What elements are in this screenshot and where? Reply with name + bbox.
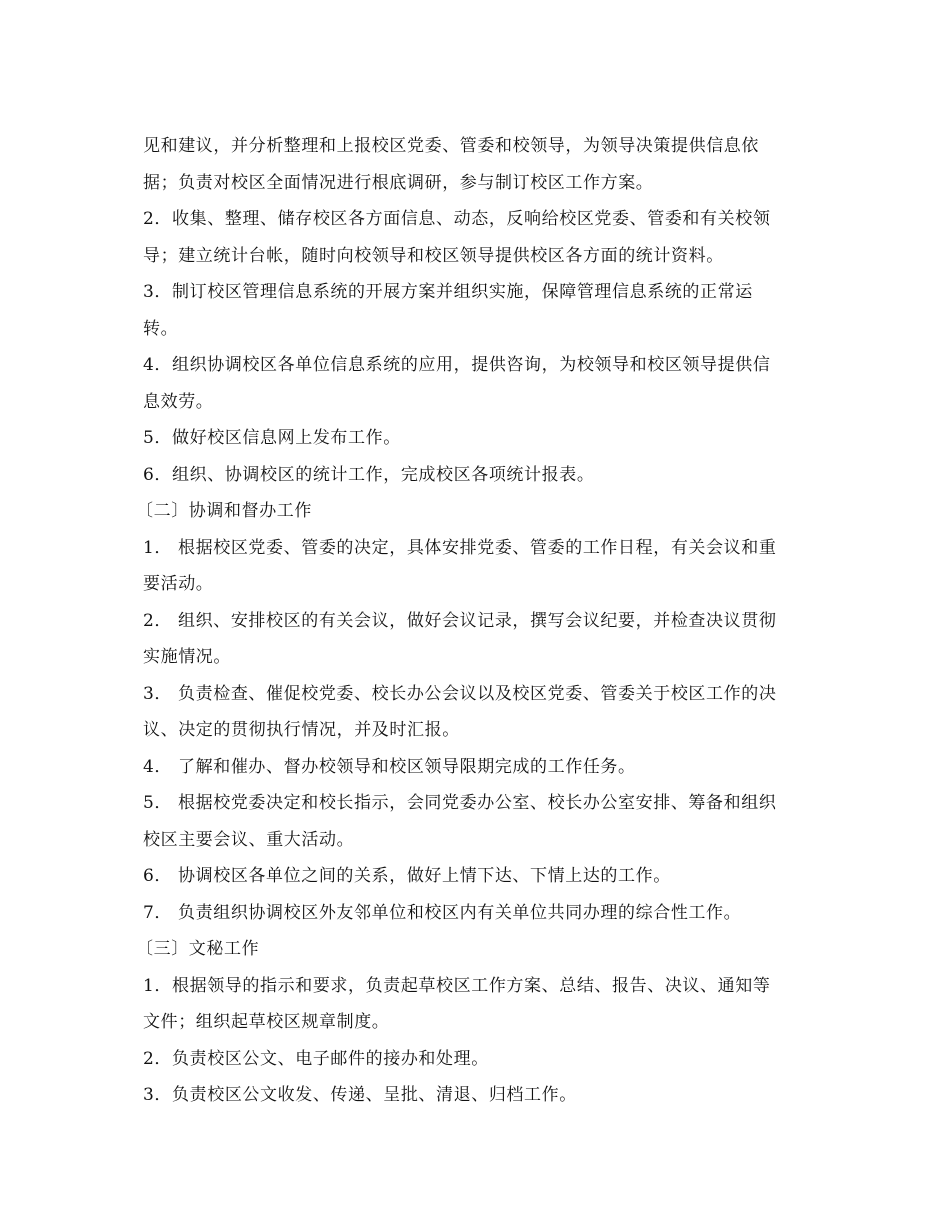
text-line: 7． 负责组织协调校区外友邻单位和校区内有关单位共同办理的综合性工作。 xyxy=(143,902,742,923)
text-line: 议、决定的贯彻执行情况，并及时汇报。 xyxy=(143,720,460,740)
text-line: 息效劳。 xyxy=(143,391,214,412)
text-line: 2．收集、整理、储存校区各方面信息、动态，反响给校区党委、管委和有关校领 xyxy=(143,209,771,229)
text-line: 见和建议，并分析整理和上报校区党委、管委和校领导，为领导决策提供信息依 xyxy=(143,136,759,156)
section-heading: 〔二〕协调和督办工作 xyxy=(136,501,312,521)
text-line: 转。 xyxy=(143,318,179,339)
text-line: 4．组织协调校区各单位信息系统的应用，提供咨询，为校领导和校区领导提供信 xyxy=(143,355,771,375)
text-line: 5． 根据校党委决定和校长指示，会同党委办公室、校长办公室安排、筹备和组织 xyxy=(143,793,777,813)
text-line: 导；建立统计台帐，随时向校领导和校区领导提供校区各方面的统计资料。 xyxy=(143,245,724,266)
text-line: 5．做好校区信息网上发布工作。 xyxy=(143,428,401,448)
text-line: 1． 根据校区党委、管委的决定，具体安排党委、管委的工作日程，有关会议和重 xyxy=(143,537,777,558)
text-line: 实施情况。 xyxy=(143,647,231,667)
text-line: 据；负责对校区全面情况进行根底调研，参与制订校区工作方案。 xyxy=(143,172,654,193)
text-line: 3．负责校区公文收发、传递、呈批、清退、归档工作。 xyxy=(143,1085,577,1105)
text-line: 校区主要会议、重大活动。 xyxy=(143,829,355,850)
text-line: 2．负责校区公文、电子邮件的接办和处理。 xyxy=(143,1048,489,1069)
text-line: 3．制订校区管理信息系统的开展方案并组织实施，保障管理信息系统的正常运 xyxy=(143,282,753,302)
text-line: 要活动。 xyxy=(143,574,214,594)
text-line: 6．组织、协调校区的统计工作，完成校区各项统计报表。 xyxy=(143,464,595,485)
text-line: 4． 了解和催办、督办校领导和校区领导限期完成的工作任务。 xyxy=(143,756,636,777)
document-body xyxy=(136,128,823,1114)
text-line: 1．根据领导的指示和要求，负责起草校区工作方案、总结、报告、决议、通知等 xyxy=(143,975,771,996)
text-line: 6． 协调校区各单位之间的关系，做好上情下达、下情上达的工作。 xyxy=(143,866,671,886)
text-line: 3． 负责检查、催促校党委、校长办公会议以及校区党委、管委关于校区工作的决 xyxy=(143,683,777,704)
text-line: 文件；组织起草校区规章制度。 xyxy=(143,1012,390,1032)
section-heading: 〔三〕文秘工作 xyxy=(136,939,260,959)
text-line: 2． 组织、安排校区的有关会议，做好会议记录，撰写会议纪要，并检查决议贯彻 xyxy=(143,610,777,631)
